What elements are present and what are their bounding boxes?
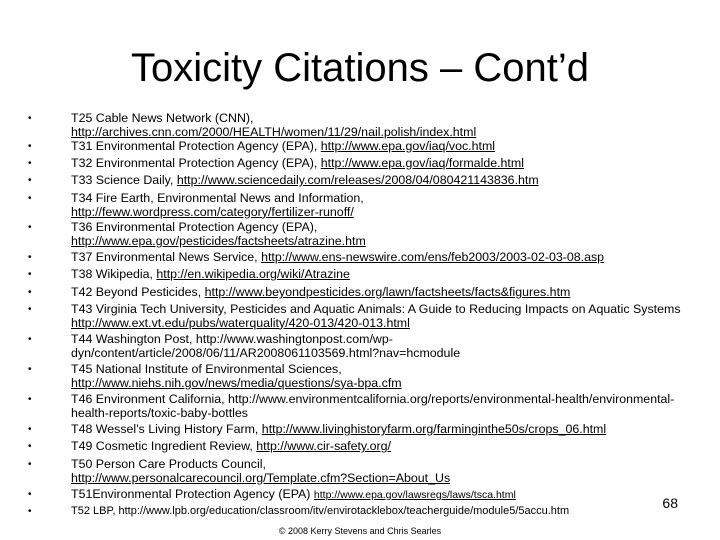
citation-text: T37 Environmental News Service, http://www.ens-newswire.com/ens/feb2003/2003-02-03-08.asp	[71, 250, 605, 264]
citation-link[interactable]: http://www.ext.vt.edu/pubs/waterquality/420-013/420-013.html	[71, 315, 410, 330]
bullet-icon: •	[28, 506, 32, 517]
bullet-icon: •	[28, 441, 32, 452]
citation-link[interactable]: http://www.epa.gov/iaq/voc.html	[320, 139, 496, 153]
citation-text: T25 Cable News Network (CNN), http://archives.cnn.com/2000/HEALTH/women/11/29/nail.polish/index.html	[71, 111, 477, 139]
citation-text: T31 Environmental Protection Agency (EPA), http://www.epa.gov/iaq/voc.html	[71, 139, 496, 153]
citation-text: T44 Washington Post, http://www.washingtonpost.com/wp-dyn/content/article/2008/06/11/AR2008061103569.html?nav=hcmodule	[71, 332, 461, 360]
copyright-footer: © 2008 Kerry Stevens and Chris Searles	[278, 526, 442, 536]
bullet-icon: •	[28, 158, 32, 169]
bullet-icon: •	[28, 424, 32, 435]
citation-link[interactable]: http://www.livinghistoryfarm.org/farminginthe50s/crops_06.html	[261, 422, 607, 436]
citation-text: T45 National Institute of Environmental Sciences, http://www.niehs.nih.gov/news/media/questions/sya-bpa.cfm	[71, 362, 402, 390]
bullet-icon: •	[28, 364, 32, 375]
bullet-icon: •	[28, 141, 32, 152]
bullet-icon: •	[28, 287, 32, 298]
citation-link[interactable]: http://archives.cnn.com/2000/HEALTH/women/11/29/nail.polish/index.html	[71, 124, 477, 139]
citation-text: T36 Environmental Protection Agency (EPA), http://www.epa.gov/pesticides/factsheets/atrazine.htm	[71, 220, 366, 248]
bullet-icon: •	[28, 459, 32, 470]
citation-text: T34 Fire Earth, Environmental News and Information, http://feww.wordpress.com/category/fertilizer-runoff/	[71, 191, 364, 219]
citation-link[interactable]: http://www.ens-newswire.com/ens/feb2003/2003-02-03-08.asp	[261, 250, 605, 264]
bullet-icon: •	[28, 113, 32, 124]
bullet-icon: •	[28, 252, 32, 263]
citation-text: T32 Environmental Protection Agency (EPA), http://www.epa.gov/iaq/formalde.html	[71, 156, 524, 170]
citation-text: T52 LBP, http://www.lpb.org/education/classroom/itv/envirotacklebox/teacherguide/module5/5accu.htm	[71, 505, 570, 517]
page-number: 68	[662, 495, 678, 511]
citation-link[interactable]: http://www.niehs.nih.gov/news/media/questions/sya-bpa.cfm	[71, 375, 402, 390]
citation-link[interactable]: http://www.cir-safety.org/	[256, 439, 391, 453]
citation-text: T50 Person Care Products Council, http://www.personalcarecouncil.org/Template.cfm?Section=About_Us	[71, 457, 451, 485]
bullet-icon: •	[28, 394, 32, 405]
citation-link[interactable]: http://en.wikipedia.org/wiki/Atrazine	[156, 267, 350, 281]
citation-text: T51Environmental Protection Agency (EPA) http://www.epa.gov/lawsregs/laws/tsca.html	[71, 487, 516, 501]
citation-link[interactable]: http://www.epa.gov/pesticides/factsheets/atrazine.htm	[71, 233, 366, 248]
bullet-icon: •	[28, 222, 32, 233]
citation-text: T43 Virginia Tech University, Pesticides and Aquatic Animals: A Guide to Reducing Impacts on Aquatic Systems http://www.ext.vt.edu/pubs/waterquality/420-013/420-013.html	[71, 302, 681, 330]
bullet-icon: •	[28, 175, 32, 186]
citation-link[interactable]: http://www.personalcarecouncil.org/Template.cfm?Section=About_Us	[71, 470, 451, 485]
citation-text: T46 Environment California, http://www.environmentcalifornia.org/reports/environmental-health/environmental-health-reports/toxic-baby-bottles	[71, 392, 675, 420]
bullet-icon: •	[28, 269, 32, 280]
bullet-icon: •	[28, 193, 32, 204]
bullet-icon: •	[28, 334, 32, 345]
bullet-icon: •	[28, 489, 32, 500]
citation-link[interactable]: http://www.beyondpesticides.org/lawn/factsheets/facts&figures.htm	[204, 285, 571, 299]
bullet-icon: •	[28, 304, 32, 315]
citation-text: T48 Wessel's Living History Farm, http://www.livinghistoryfarm.org/farminginthe50s/crops_06.html	[71, 422, 607, 436]
citation-text: T49 Cosmetic Ingredient Review, http://www.cir-safety.org/	[71, 439, 391, 453]
citation-link[interactable]: http://www.epa.gov/lawsregs/laws/tsca.html	[313, 489, 516, 501]
citation-link[interactable]: http://www.sciencedaily.com/releases/2008/04/080421143836.htm	[176, 173, 539, 187]
citation-link[interactable]: http://www.epa.gov/iaq/formalde.html	[320, 156, 524, 170]
citation-text: T33 Science Daily, http://www.sciencedaily.com/releases/2008/04/080421143836.htm	[71, 173, 539, 187]
citation-text: T38 Wikipedia, http://en.wikipedia.org/wiki/Atrazine	[71, 267, 350, 281]
citation-link[interactable]: http://feww.wordpress.com/category/fertilizer-runoff/	[71, 204, 354, 219]
slide-title: Toxicity Citations – Cont’d	[131, 46, 589, 90]
citation-text: T42 Beyond Pesticides, http://www.beyondpesticides.org/lawn/factsheets/facts&figures.htm	[71, 285, 571, 299]
